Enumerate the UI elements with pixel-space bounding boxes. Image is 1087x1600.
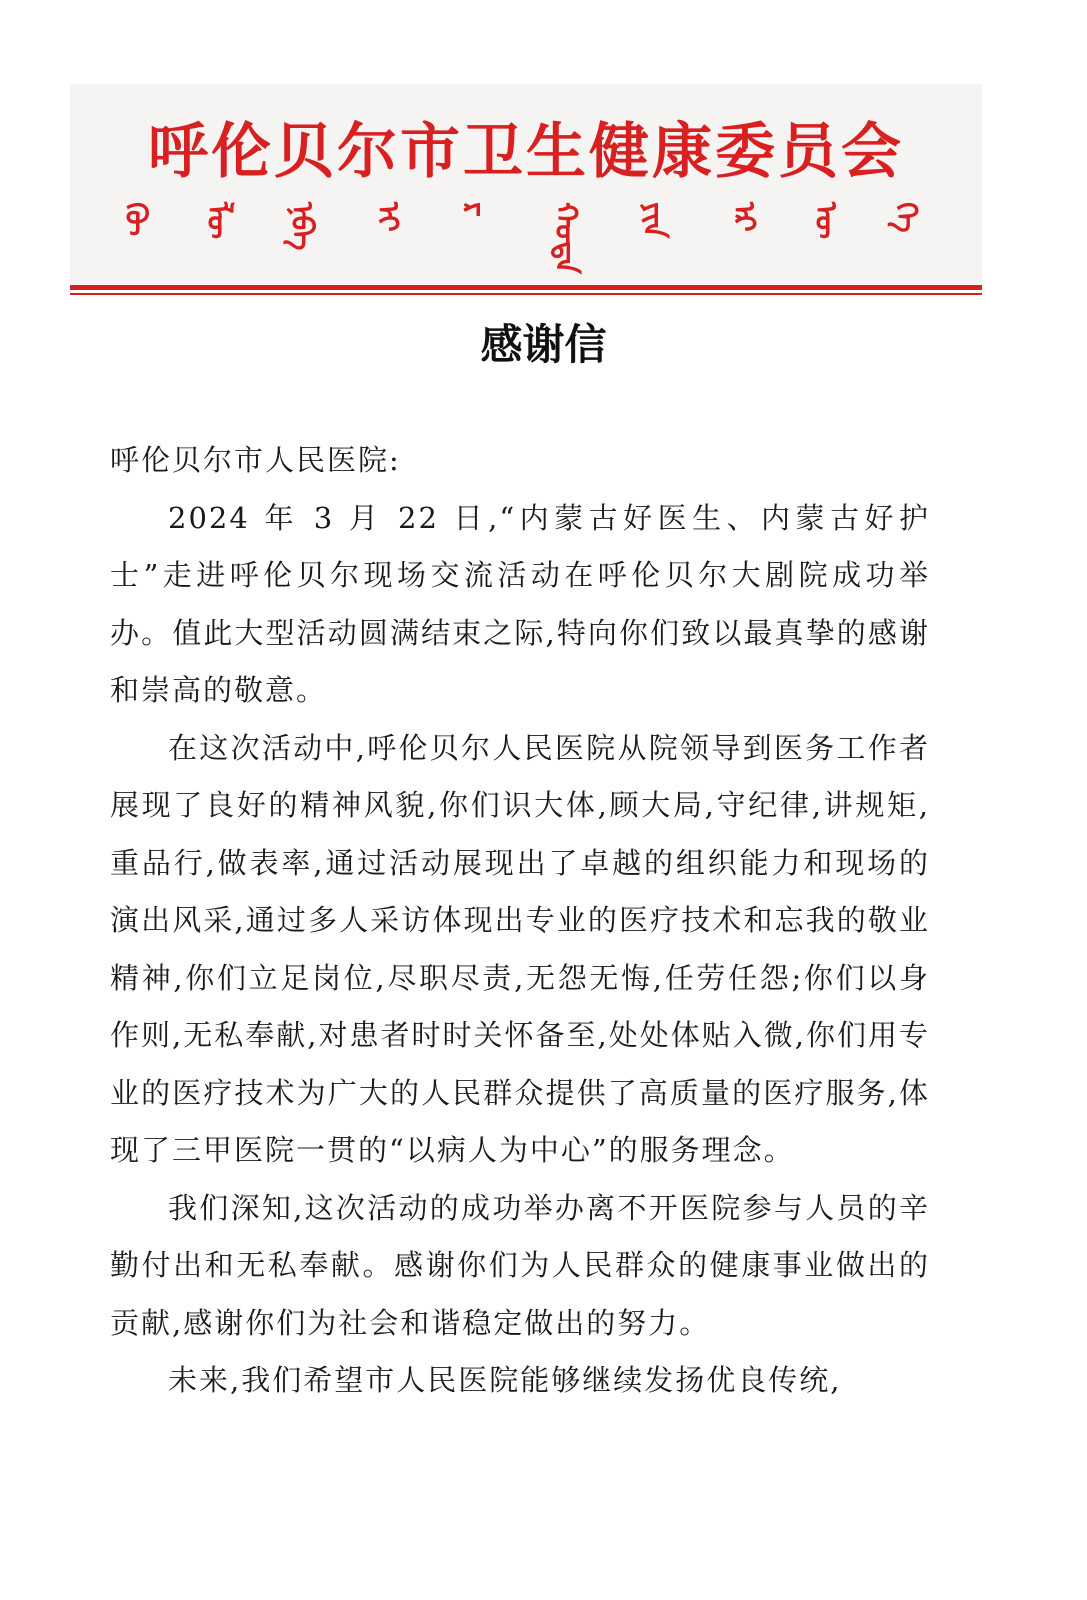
- paragraph: 在这次活动中,呼伦贝尔人民医院从院领导到医务工作者展现了良好的精神风貌,你们识大体,顾大局,守纪律,讲规矩,重品行,做表率,通过活动展现出了卓越的组织能力和现场的演出风采,通过多人采访体现出专业的医疗技术和忘我的敬业精神,你们立足岗位,尽职尽责,无怨无悔,任劳任怨;你们以身作则,无私奉献,对患者时时关怀备至,处处体贴入微,你们用专业的医疗技术为广大的人民群众提供了高质量的医疗服务,体现了三甲医院一贯的“以病人为中心”的服务理念。: [110, 730, 930, 1167]
- letterhead-rule-thin: [70, 293, 982, 295]
- mongolian-glyph: ᠢ: [370, 202, 405, 232]
- paragraph: 2024 年 3 月 22 日,“内蒙古好医生、内蒙古好护士”走进呼伦贝尔现场交流活动在呼伦贝尔大剧院成功举办。值此大型活动圆满结束之际,特向你们致以最真挚的感谢和崇高的敬意。: [110, 500, 930, 707]
- mongolian-glyph: ᠬᠡ: [888, 202, 923, 233]
- letterhead: [70, 84, 982, 284]
- mongolian-glyph: ᠷ: [458, 202, 493, 217]
- letter-body: [110, 432, 930, 1410]
- paragraph: 未来,我们希望市人民医院能够继续发扬优良传统,: [168, 1363, 842, 1397]
- letterhead-rule-thick: [70, 285, 982, 290]
- paragraph: 我们深知,这次活动的成功举办离不开医院参与人员的辛勤付出和无私奉献。感谢你们为人民群众的健康事业做出的贡献,感谢你们为社会和谐稳定做出的努力。: [110, 1190, 930, 1340]
- mongolian-glyph: ᠡᠷ: [726, 202, 761, 232]
- mongolian-glyph: ᠦ: [808, 202, 843, 240]
- mongolian-script-name: [110, 202, 942, 275]
- organization-name: 呼伦贝尔市卫生健康委员会: [148, 117, 904, 187]
- mongolian-glyph: ᠯᠦ: [200, 202, 235, 240]
- salutation: 呼伦贝尔市人民医院:: [110, 443, 401, 477]
- mongolian-glyph: ᠨᠪᠡ: [284, 202, 319, 251]
- document-title: 感谢信: [480, 320, 607, 369]
- mongolian-glyph: ᠶᠢᠨ: [636, 202, 671, 239]
- mongolian-glyph: ᠬᠥ: [118, 202, 153, 237]
- mongolian-glyph: ᠬᠣᠲᠠ: [548, 202, 583, 275]
